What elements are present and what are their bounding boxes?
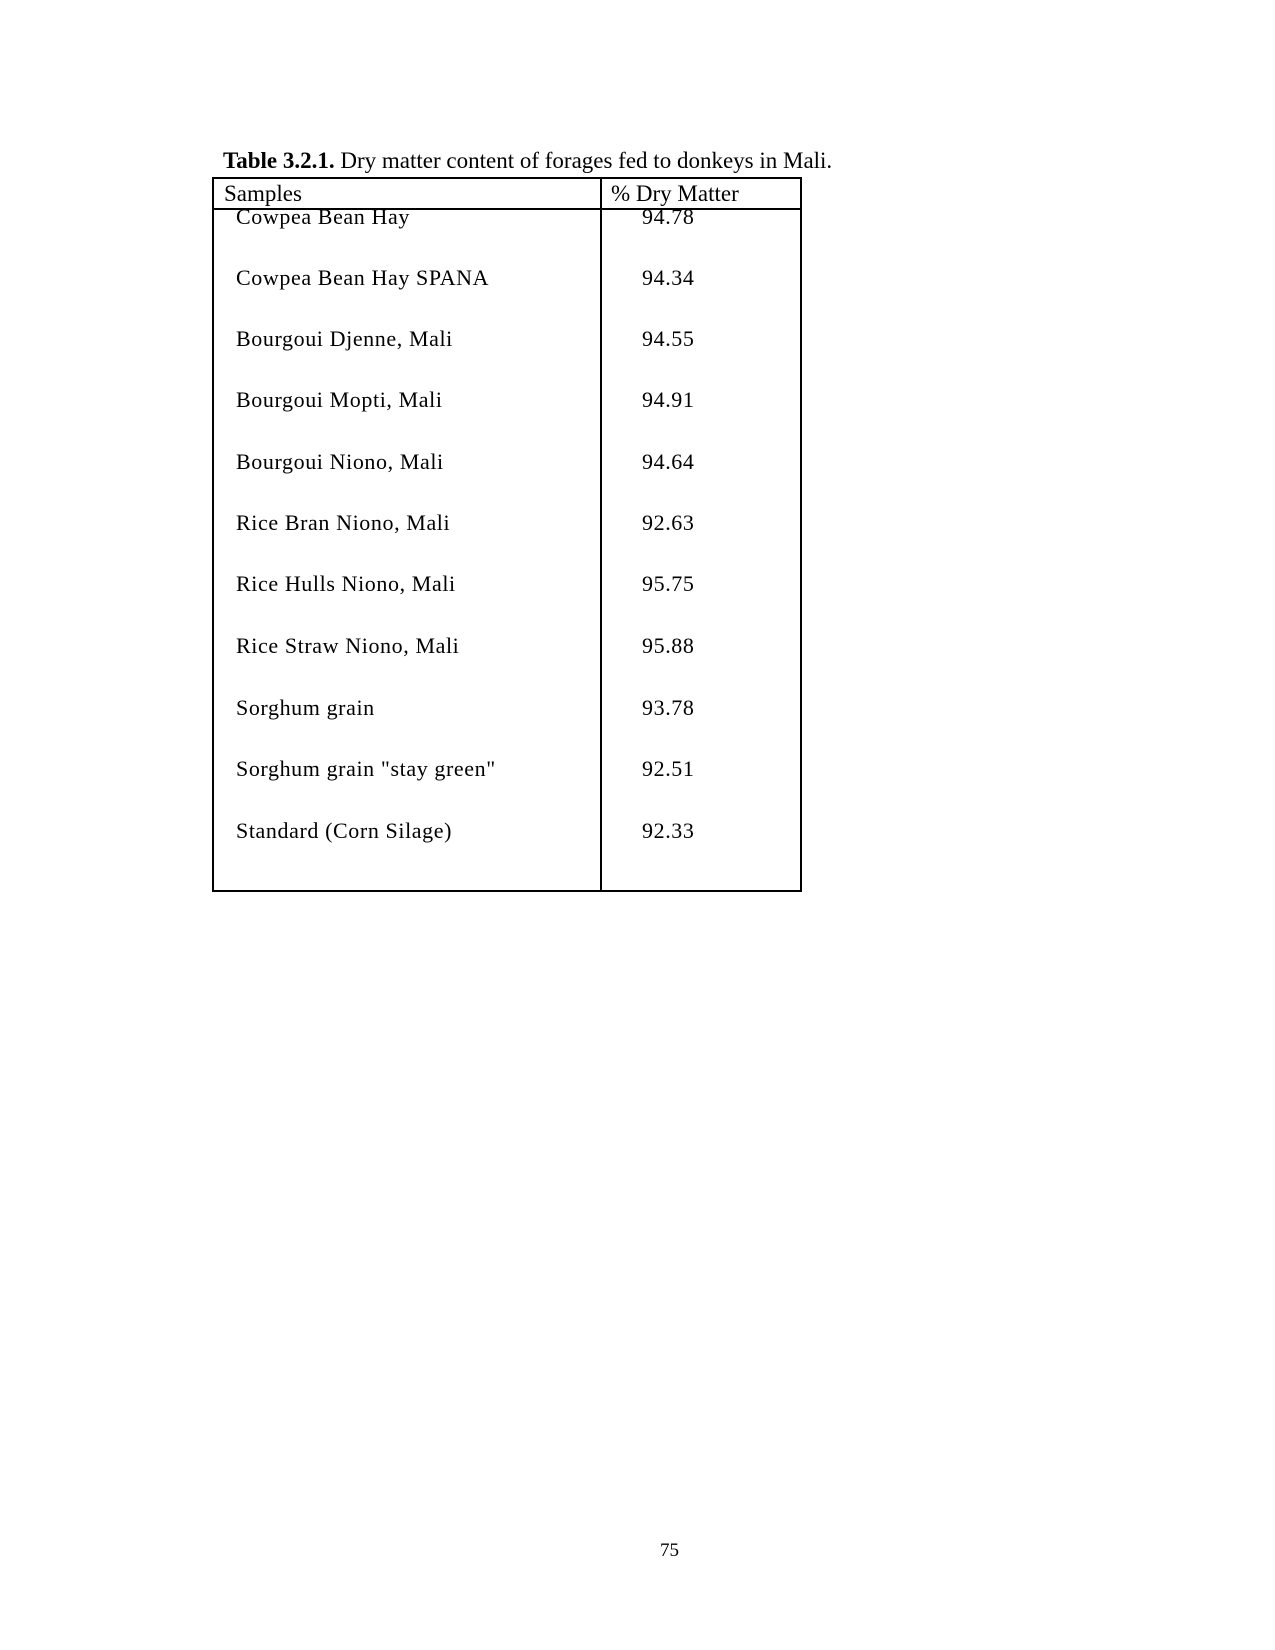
dry-matter-value: 94.78: [642, 204, 695, 229]
dry-matter-value: 92.33: [642, 818, 695, 843]
sample-name: Rice Straw Niono, Mali: [236, 633, 460, 658]
dry-matter-value: 93.78: [642, 695, 695, 720]
table-caption-label: Table 3.2.1.: [223, 148, 335, 173]
header-samples: Samples: [224, 181, 302, 206]
dry-matter-value: 92.51: [642, 756, 695, 781]
table-row: [214, 693, 800, 723]
sample-name: Standard (Corn Silage): [236, 818, 453, 843]
header-dry-matter: % Dry Matter: [611, 181, 739, 206]
sample-name: Cowpea Bean Hay: [236, 204, 410, 229]
dry-matter-table: [212, 177, 802, 892]
dry-matter-value: 94.34: [642, 265, 695, 290]
table-row: [214, 569, 800, 599]
table-row: [214, 754, 800, 784]
table-row: [214, 324, 800, 354]
table-row: [214, 508, 800, 538]
page-number: 75: [660, 1540, 679, 1561]
table-row: [214, 447, 800, 477]
table-row: [214, 263, 800, 293]
table-row: [214, 385, 800, 415]
sample-name: Cowpea Bean Hay SPANA: [236, 265, 490, 290]
sample-name: Bourgoui Niono, Mali: [236, 449, 444, 474]
dry-matter-value: 94.91: [642, 387, 695, 412]
dry-matter-value: 94.55: [642, 326, 695, 351]
table-caption-text: Dry matter content of forages fed to donkeys in Mali.: [334, 148, 833, 173]
sample-name: Rice Hulls Niono, Mali: [236, 571, 456, 596]
sample-name: Sorghum grain "stay green": [236, 756, 496, 781]
sample-name: Sorghum grain: [236, 695, 375, 720]
sample-name: Rice Bran Niono, Mali: [236, 510, 451, 535]
table-row: [214, 816, 800, 846]
dry-matter-value: 92.63: [642, 510, 695, 535]
table-row: [214, 202, 800, 232]
dry-matter-value: 94.64: [642, 449, 695, 474]
sample-name: Bourgoui Mopti, Mali: [236, 387, 443, 412]
dry-matter-value: 95.88: [642, 633, 695, 658]
table-caption: [223, 148, 832, 174]
sample-name: Bourgoui Djenne, Mali: [236, 326, 453, 351]
table-row: [214, 631, 800, 661]
dry-matter-value: 95.75: [642, 571, 695, 596]
